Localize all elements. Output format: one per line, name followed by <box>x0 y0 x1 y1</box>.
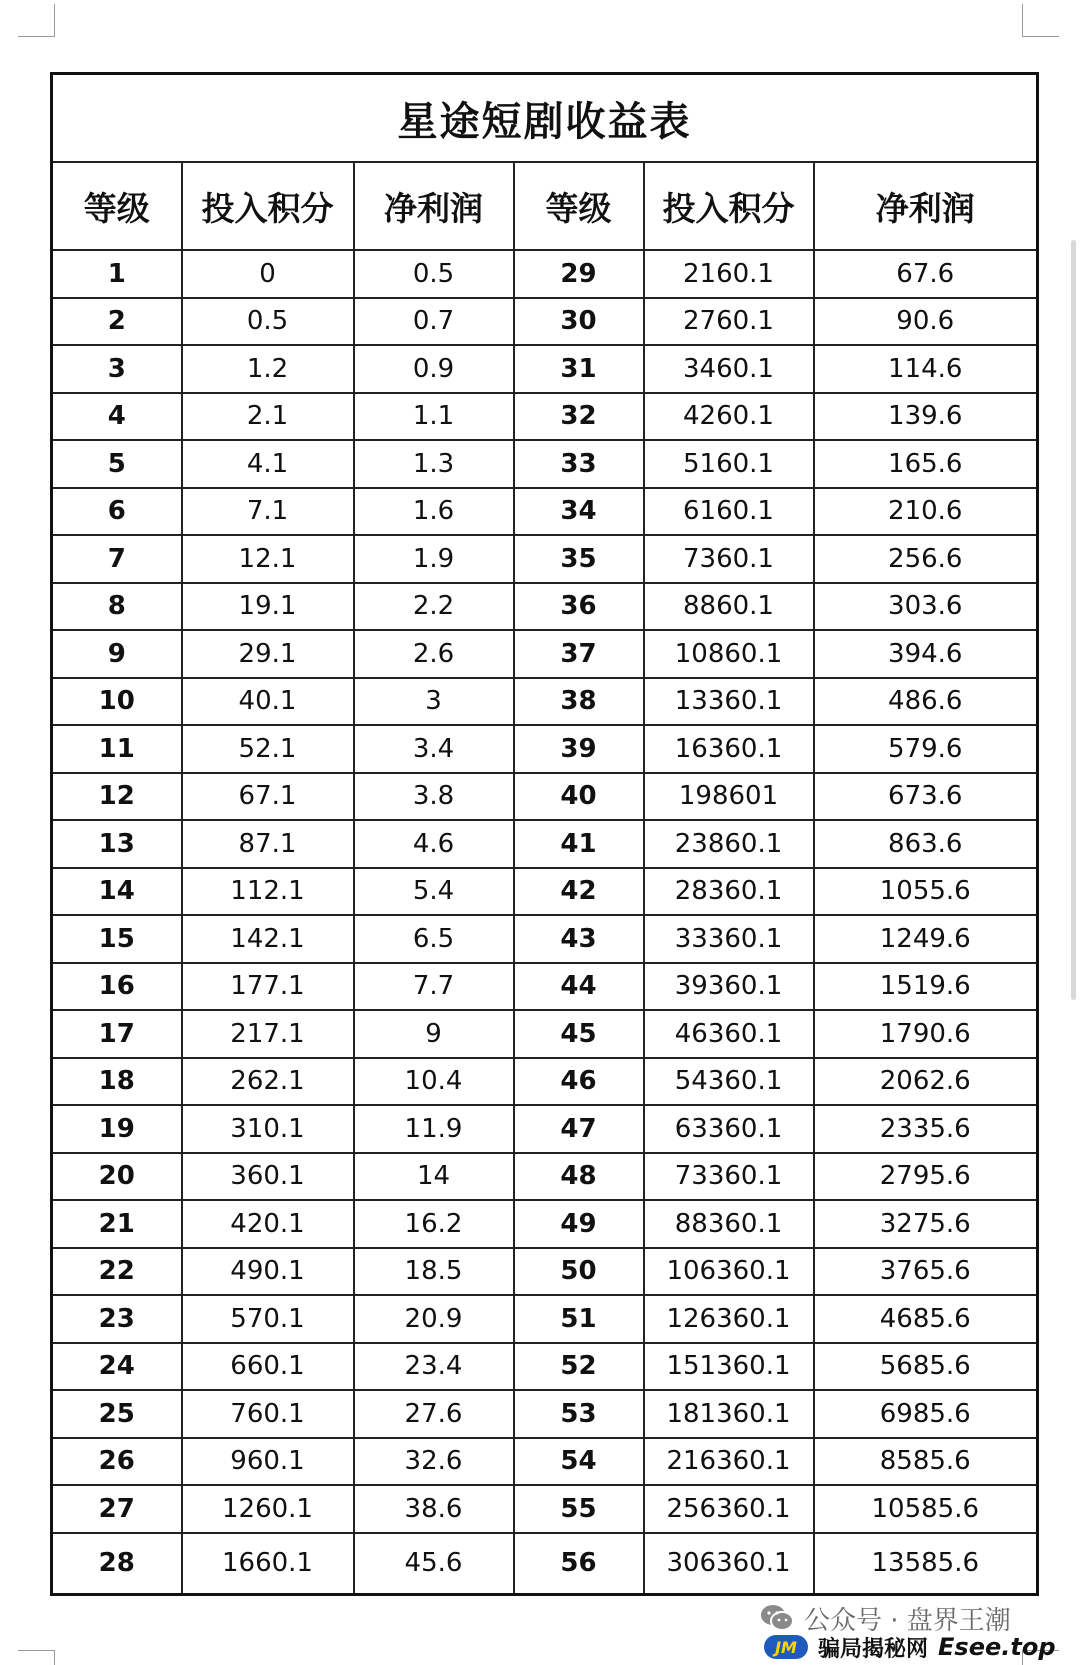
points-cell: 16360.1 <box>644 725 814 773</box>
level-cell: 55 <box>514 1485 644 1533</box>
points-cell: 960.1 <box>182 1438 354 1486</box>
profit-cell: 1.9 <box>354 535 514 583</box>
level-cell: 30 <box>514 298 644 346</box>
level-cell: 8 <box>52 583 182 631</box>
column-header-level: 等级 <box>52 162 182 250</box>
table-row <box>52 488 1038 536</box>
level-cell: 7 <box>52 535 182 583</box>
points-cell: 2160.1 <box>644 250 814 298</box>
level-cell: 29 <box>514 250 644 298</box>
level-cell: 41 <box>514 820 644 868</box>
level-cell: 6 <box>52 488 182 536</box>
profit-cell: 4.6 <box>354 820 514 868</box>
column-header-profit: 净利润 <box>354 162 514 250</box>
table-row <box>52 250 1038 298</box>
profit-cell: 13585.6 <box>814 1533 1038 1595</box>
table-body <box>52 250 1038 1594</box>
profit-cell: 32.6 <box>354 1438 514 1486</box>
level-cell: 26 <box>52 1438 182 1486</box>
site-watermark <box>764 1632 1056 1662</box>
level-cell: 5 <box>52 440 182 488</box>
profit-cell: 2795.6 <box>814 1153 1038 1201</box>
points-cell: 3460.1 <box>644 345 814 393</box>
profit-cell: 1.1 <box>354 393 514 441</box>
points-cell: 4260.1 <box>644 393 814 441</box>
profit-cell: 2062.6 <box>814 1058 1038 1106</box>
wechat-icon <box>760 1603 794 1633</box>
points-cell: 54360.1 <box>644 1058 814 1106</box>
profit-cell: 16.2 <box>354 1200 514 1248</box>
points-cell: 1260.1 <box>182 1485 354 1533</box>
profit-cell: 10.4 <box>354 1058 514 1106</box>
points-cell: 33360.1 <box>644 915 814 963</box>
profit-cell: 45.6 <box>354 1533 514 1595</box>
profit-cell: 1.6 <box>354 488 514 536</box>
table-row <box>52 630 1038 678</box>
table-row <box>52 1058 1038 1106</box>
profit-cell: 5685.6 <box>814 1343 1038 1391</box>
profit-cell: 0.5 <box>354 250 514 298</box>
profit-cell: 2.6 <box>354 630 514 678</box>
points-cell: 760.1 <box>182 1390 354 1438</box>
table-row <box>52 1153 1038 1201</box>
points-cell: 4.1 <box>182 440 354 488</box>
profit-cell: 863.6 <box>814 820 1038 868</box>
level-cell: 3 <box>52 345 182 393</box>
points-cell: 142.1 <box>182 915 354 963</box>
points-cell: 39360.1 <box>644 963 814 1011</box>
profit-cell: 3275.6 <box>814 1200 1038 1248</box>
level-cell: 32 <box>514 393 644 441</box>
level-cell: 15 <box>52 915 182 963</box>
level-cell: 34 <box>514 488 644 536</box>
level-cell: 19 <box>52 1105 182 1153</box>
points-cell: 112.1 <box>182 868 354 916</box>
level-cell: 48 <box>514 1153 644 1201</box>
profit-cell: 2335.6 <box>814 1105 1038 1153</box>
jm-logo: JM <box>764 1635 808 1659</box>
column-header-level: 等级 <box>514 162 644 250</box>
level-cell: 46 <box>514 1058 644 1106</box>
points-cell: 1.2 <box>182 345 354 393</box>
level-cell: 36 <box>514 583 644 631</box>
level-cell: 23 <box>52 1295 182 1343</box>
level-cell: 9 <box>52 630 182 678</box>
level-cell: 16 <box>52 963 182 1011</box>
header-row <box>52 162 1038 250</box>
points-cell: 19.1 <box>182 583 354 631</box>
profit-cell: 20.9 <box>354 1295 514 1343</box>
level-cell: 10 <box>52 678 182 726</box>
table-row <box>52 1485 1038 1533</box>
points-cell: 10860.1 <box>644 630 814 678</box>
table-row <box>52 1248 1038 1296</box>
level-cell: 4 <box>52 393 182 441</box>
points-cell: 87.1 <box>182 820 354 868</box>
points-cell: 216360.1 <box>644 1438 814 1486</box>
points-cell: 7.1 <box>182 488 354 536</box>
profit-cell: 3765.6 <box>814 1248 1038 1296</box>
profit-cell: 6.5 <box>354 915 514 963</box>
level-cell: 40 <box>514 773 644 821</box>
profit-cell: 8585.6 <box>814 1438 1038 1486</box>
points-cell: 2.1 <box>182 393 354 441</box>
profit-cell: 673.6 <box>814 773 1038 821</box>
level-cell: 12 <box>52 773 182 821</box>
points-cell: 490.1 <box>182 1248 354 1296</box>
wechat-account-text: 公众号 · 盘界王潮 <box>804 1605 1011 1636</box>
level-cell: 54 <box>514 1438 644 1486</box>
table-row <box>52 298 1038 346</box>
table-row <box>52 1390 1038 1438</box>
profit-cell: 4685.6 <box>814 1295 1038 1343</box>
profit-cell: 2.2 <box>354 583 514 631</box>
level-cell: 25 <box>52 1390 182 1438</box>
column-header-profit: 净利润 <box>814 162 1038 250</box>
points-cell: 5160.1 <box>644 440 814 488</box>
table-row <box>52 1200 1038 1248</box>
level-cell: 50 <box>514 1248 644 1296</box>
profit-cell: 11.9 <box>354 1105 514 1153</box>
points-cell: 52.1 <box>182 725 354 773</box>
profit-cell: 165.6 <box>814 440 1038 488</box>
scrollbar[interactable] <box>1071 240 1076 1000</box>
points-cell: 570.1 <box>182 1295 354 1343</box>
profit-cell: 486.6 <box>814 678 1038 726</box>
profit-cell: 6985.6 <box>814 1390 1038 1438</box>
points-cell: 73360.1 <box>644 1153 814 1201</box>
points-cell: 12.1 <box>182 535 354 583</box>
table-row <box>52 725 1038 773</box>
points-cell: 7360.1 <box>644 535 814 583</box>
profit-cell: 1790.6 <box>814 1010 1038 1058</box>
level-cell: 28 <box>52 1533 182 1595</box>
column-header-points: 投入积分 <box>644 162 814 250</box>
level-cell: 44 <box>514 963 644 1011</box>
level-cell: 13 <box>52 820 182 868</box>
crop-mark-bottom-left <box>18 1650 55 1665</box>
profit-cell: 0.7 <box>354 298 514 346</box>
level-cell: 2 <box>52 298 182 346</box>
table-row <box>52 820 1038 868</box>
points-cell: 28360.1 <box>644 868 814 916</box>
site-domain: Esee.top <box>938 1633 1056 1661</box>
points-cell: 0 <box>182 250 354 298</box>
points-cell: 256360.1 <box>644 1485 814 1533</box>
profit-cell: 579.6 <box>814 725 1038 773</box>
table-row <box>52 963 1038 1011</box>
points-cell: 306360.1 <box>644 1533 814 1595</box>
profit-cell: 38.6 <box>354 1485 514 1533</box>
points-cell: 67.1 <box>182 773 354 821</box>
profit-cell: 1519.6 <box>814 963 1038 1011</box>
level-cell: 51 <box>514 1295 644 1343</box>
points-cell: 2760.1 <box>644 298 814 346</box>
table-row <box>52 1105 1038 1153</box>
points-cell: 151360.1 <box>644 1343 814 1391</box>
site-name: 骗局揭秘网 <box>818 1636 929 1662</box>
level-cell: 52 <box>514 1343 644 1391</box>
level-cell: 47 <box>514 1105 644 1153</box>
level-cell: 31 <box>514 345 644 393</box>
level-cell: 21 <box>52 1200 182 1248</box>
level-cell: 56 <box>514 1533 644 1595</box>
table-row <box>52 440 1038 488</box>
crop-mark-top-left <box>18 4 55 37</box>
profit-cell: 256.6 <box>814 535 1038 583</box>
points-cell: 177.1 <box>182 963 354 1011</box>
profit-cell: 7.7 <box>354 963 514 1011</box>
profit-cell: 23.4 <box>354 1343 514 1391</box>
profit-cell: 3.8 <box>354 773 514 821</box>
points-cell: 8860.1 <box>644 583 814 631</box>
table-row <box>52 345 1038 393</box>
level-cell: 27 <box>52 1485 182 1533</box>
level-cell: 49 <box>514 1200 644 1248</box>
table-row <box>52 583 1038 631</box>
profit-cell: 90.6 <box>814 298 1038 346</box>
points-cell: 46360.1 <box>644 1010 814 1058</box>
level-cell: 35 <box>514 535 644 583</box>
level-cell: 22 <box>52 1248 182 1296</box>
profit-cell: 67.6 <box>814 250 1038 298</box>
points-cell: 198601 <box>644 773 814 821</box>
income-table <box>50 72 1039 1596</box>
points-cell: 660.1 <box>182 1343 354 1391</box>
level-cell: 38 <box>514 678 644 726</box>
table-row <box>52 915 1038 963</box>
title-row <box>52 74 1038 163</box>
level-cell: 14 <box>52 868 182 916</box>
level-cell: 37 <box>514 630 644 678</box>
points-cell: 1660.1 <box>182 1533 354 1595</box>
table-row <box>52 678 1038 726</box>
points-cell: 181360.1 <box>644 1390 814 1438</box>
level-cell: 17 <box>52 1010 182 1058</box>
level-cell: 1 <box>52 250 182 298</box>
level-cell: 39 <box>514 725 644 773</box>
points-cell: 88360.1 <box>644 1200 814 1248</box>
profit-cell: 18.5 <box>354 1248 514 1296</box>
points-cell: 40.1 <box>182 678 354 726</box>
points-cell: 310.1 <box>182 1105 354 1153</box>
table-row <box>52 1438 1038 1486</box>
profit-cell: 394.6 <box>814 630 1038 678</box>
table-row <box>52 868 1038 916</box>
points-cell: 23860.1 <box>644 820 814 868</box>
profit-cell: 27.6 <box>354 1390 514 1438</box>
profit-cell: 1249.6 <box>814 915 1038 963</box>
level-cell: 18 <box>52 1058 182 1106</box>
profit-cell: 114.6 <box>814 345 1038 393</box>
points-cell: 262.1 <box>182 1058 354 1106</box>
crop-mark-top-right <box>1022 4 1059 37</box>
points-cell: 217.1 <box>182 1010 354 1058</box>
level-cell: 20 <box>52 1153 182 1201</box>
table-row <box>52 535 1038 583</box>
column-header-points: 投入积分 <box>182 162 354 250</box>
points-cell: 0.5 <box>182 298 354 346</box>
level-cell: 33 <box>514 440 644 488</box>
points-cell: 360.1 <box>182 1153 354 1201</box>
profit-cell: 139.6 <box>814 393 1038 441</box>
table-row <box>52 1010 1038 1058</box>
profit-cell: 10585.6 <box>814 1485 1038 1533</box>
points-cell: 420.1 <box>182 1200 354 1248</box>
table-row <box>52 1533 1038 1595</box>
profit-cell: 14 <box>354 1153 514 1201</box>
points-cell: 6160.1 <box>644 488 814 536</box>
level-cell: 42 <box>514 868 644 916</box>
points-cell: 126360.1 <box>644 1295 814 1343</box>
table-row <box>52 1295 1038 1343</box>
profit-cell: 3 <box>354 678 514 726</box>
points-cell: 63360.1 <box>644 1105 814 1153</box>
table-row <box>52 393 1038 441</box>
level-cell: 53 <box>514 1390 644 1438</box>
profit-cell: 5.4 <box>354 868 514 916</box>
level-cell: 24 <box>52 1343 182 1391</box>
profit-cell: 1055.6 <box>814 868 1038 916</box>
table-row <box>52 773 1038 821</box>
profit-cell: 210.6 <box>814 488 1038 536</box>
points-cell: 106360.1 <box>644 1248 814 1296</box>
profit-cell: 9 <box>354 1010 514 1058</box>
profit-cell: 3.4 <box>354 725 514 773</box>
profit-cell: 0.9 <box>354 345 514 393</box>
points-cell: 13360.1 <box>644 678 814 726</box>
level-cell: 43 <box>514 915 644 963</box>
level-cell: 11 <box>52 725 182 773</box>
profit-cell: 303.6 <box>814 583 1038 631</box>
table-row <box>52 1343 1038 1391</box>
level-cell: 45 <box>514 1010 644 1058</box>
points-cell: 29.1 <box>182 630 354 678</box>
profit-cell: 1.3 <box>354 440 514 488</box>
table-title: 星途短剧收益表 <box>52 74 1038 163</box>
